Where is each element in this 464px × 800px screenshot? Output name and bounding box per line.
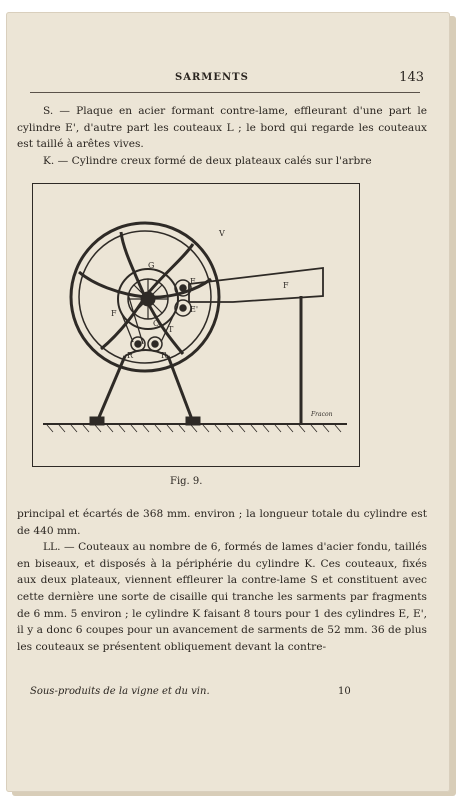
label-e-prime: E' <box>190 305 199 314</box>
bottom-text-block <box>17 506 427 655</box>
cutting-cylinder <box>118 269 178 329</box>
label-c: C <box>153 319 160 328</box>
label-f-left: F <box>111 309 117 318</box>
top-text-block <box>17 103 427 169</box>
label-v: V <box>219 229 225 238</box>
page-header <box>30 70 430 90</box>
paragraph-ll: LL. — Couteaux au nombre de 6, formés de lames d'acier fondu, taillés en biseaux, et disposés à la périphérie du cylindre K. Ces couteaux, fixés aux deux plateaux, viennent effleurer la contre-lame S et constituent avec cette dernière une sorte de cisaille qui tranche les sarments par fragments de 6 mm. 5 environ ; le cylindre K faisant 8 tours pour 1 des cylindres E, E', il y a donc 6 coupes pour un avancement de sarments de 52 mm. 36 de plus les couteaux se présentent obliquement devant la contre- <box>17 541 427 653</box>
label-t: T <box>168 325 174 334</box>
paragraph-s: S. — Plaque en acier formant contre-lame, effleurant d'une part le cylindre E', d'autre part les couteaux L ; le bord qui regarde les couteaux est taillé à arêtes vives. <box>17 105 427 151</box>
label-r-1: R <box>127 351 134 360</box>
label-g: G <box>148 261 155 270</box>
header-rule <box>30 92 420 93</box>
label-e: E <box>190 277 196 286</box>
ground-hatching <box>47 425 341 432</box>
paragraph-k: K. — Cylindre creux formé de deux plateaux calés sur l'arbre <box>43 154 372 167</box>
paragraph-continuation: principal et écartés de 368 mm. environ ; la longueur totale du cylindre est de 440 mm. <box>17 508 427 537</box>
footer-book-title: Sous-produits de la vigne et du vin. <box>30 686 210 697</box>
lower-pulleys <box>131 337 162 351</box>
engraver-signature: Fracon <box>311 411 333 418</box>
running-head: SARMENTS <box>175 72 249 83</box>
page-number: 143 <box>399 70 424 85</box>
feed-trough <box>189 268 323 424</box>
figure-illustration <box>32 183 360 467</box>
label-r-2: R <box>161 351 168 360</box>
figure-caption: Fig. 9. <box>170 476 203 487</box>
label-f-right: F <box>283 281 289 290</box>
footer-signature-mark: 10 <box>338 686 351 697</box>
machine-drawing <box>33 184 359 466</box>
